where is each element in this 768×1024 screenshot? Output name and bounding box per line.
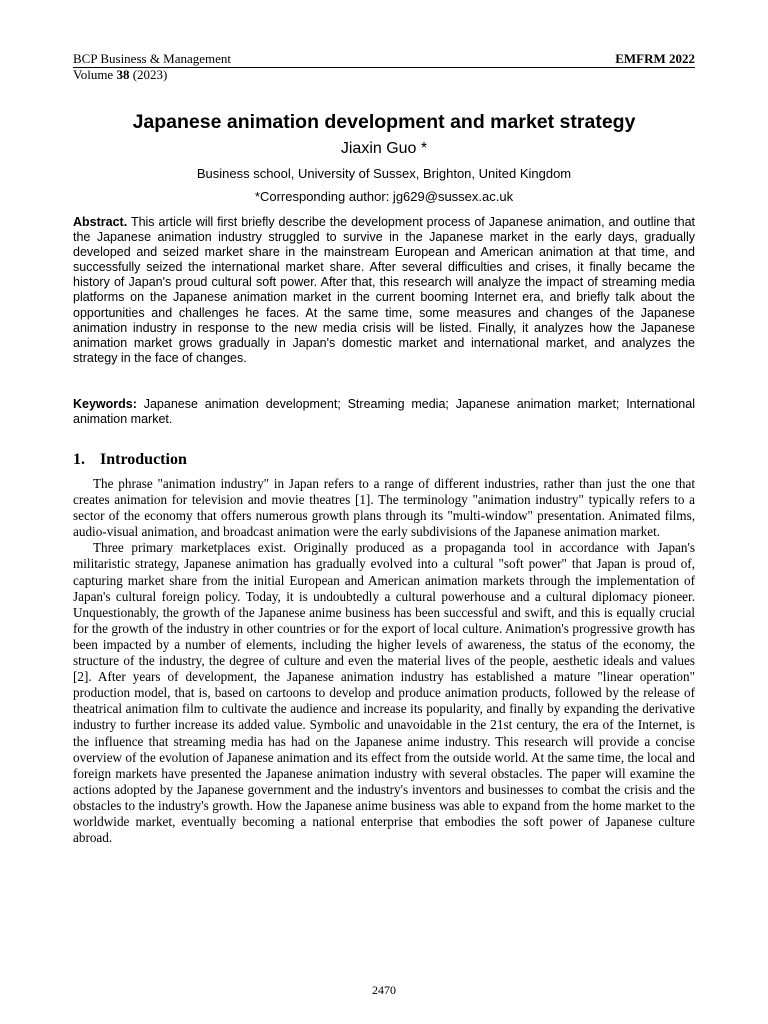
abstract-label: Abstract. [73, 215, 128, 229]
volume-prefix: Volume [73, 67, 114, 82]
running-header [73, 51, 695, 68]
volume-number: 38 [116, 67, 130, 82]
section-body [73, 476, 695, 846]
volume-year: (2023) [132, 67, 168, 82]
journal-name: BCP Business & Management [73, 51, 232, 66]
keywords-label: Keywords: [73, 397, 137, 411]
section-heading [73, 450, 187, 470]
body-paragraph: The phrase "animation industry" in Japan refers to a range of different industries, rather than just the one that creates animation for television and movie theatres [1]. The terminology "animation industry" typically refers to a sector of the economy that offers numerous growth plans through its "multi-window" presentation. Animated films, audio-visual animation, and broadcast animation were the early subdivisions of the Japanese animation market. [73, 476, 695, 540]
section-title: Introduction [100, 451, 187, 468]
body-paragraph: Three primary marketplaces exist. Originally produced as a propaganda tool in accordance with Japan's militaristic strategy, Japanese animation has gradually evolved into a cultural "soft power" that Japan is proud of, capturing market share from the initial European and American animation markets through the implementation of Japan's cultural foreign policy. Today, it is undoubtedly a cultural powerhouse and a cultural diplomacy pioneer. Unquestionably, the growth of the Japanese anime business has been successful and swift, and this is equally crucial for the growth of the industry in other countries or for the export of local culture. Animation's progressive growth has been impacted by a number of elements, including the higher levels of awareness, the status of the economy, the structure of the industry, the degree of culture and even the material lives of the people, aesthetic ideals and values [2]. After years of development, the Japanese animation industry has established a mature "linear operation" production model, that is, based on cartoons to develop and produce animation products, followed by the release of theatrical animation film to cultivate the audience and increase its popularity, and finally by expanding the derivative industry to further increase its added value. Symbolic and unavoidable in the 21st century, the era of the Internet, is the influence that streaming media has had on the Japanese anime industry. This research will provide a concise overview of the evolution of Japanese animation and its effect from the outside world. At the same time, the local and foreign markets have presented the Japanese animation industry with several obstacles. The paper will examine the actions adopted by the Japanese government and the industry's inventors and businesses to combat the crisis and the obstacles to the industry's growth. How the Japanese anime business was able to expand from the home market to the worldwide market, eventually becoming a national enterprise that embodies the soft power of Japanese culture abroad. [73, 540, 695, 846]
keywords [73, 397, 695, 427]
author-name: Jiaxin Guo * [340, 140, 428, 157]
page-number: 2470 [372, 983, 396, 997]
volume-info [73, 67, 167, 83]
abstract [73, 215, 695, 366]
corresponding-author: *Corresponding author: jg629@sussex.ac.uk [254, 189, 514, 204]
paper-page [73, 0, 695, 1024]
keywords-text: Japanese animation development; Streaming media; Japanese animation market; International animation market. [73, 397, 695, 427]
section-number: 1. [73, 451, 85, 468]
abstract-text: This article will first briefly describe the development process of Japanese animation, and outline that the Japanese animation industry struggled to survive in the Japanese market in the early days, gradually developed and seized market share in the mainstream European and American animation at that time, and successfully seized the international market share. After several difficulties and crises, it finally became the history of Japan's proud cultural soft power. After that, this research will analyze the impact of streaming media platforms on the Japanese animation market in the current booming Internet era, and briefly talk about the opportunities and challenges he faces. At the same time, some measures and changes of the Japanese animation industry in response to the new media crisis will be listed. Finally, it analyzes how the Japanese animation market grows gradually in Japan's domestic market and international market, and analyzes the strategy in the face of changes. [73, 215, 696, 365]
author-affiliation: Business school, University of Sussex, Brighton, United Kingdom [196, 166, 572, 181]
conference-name: EMFRM 2022 [615, 51, 695, 66]
paper-title: Japanese animation development and market strategy [132, 111, 636, 133]
